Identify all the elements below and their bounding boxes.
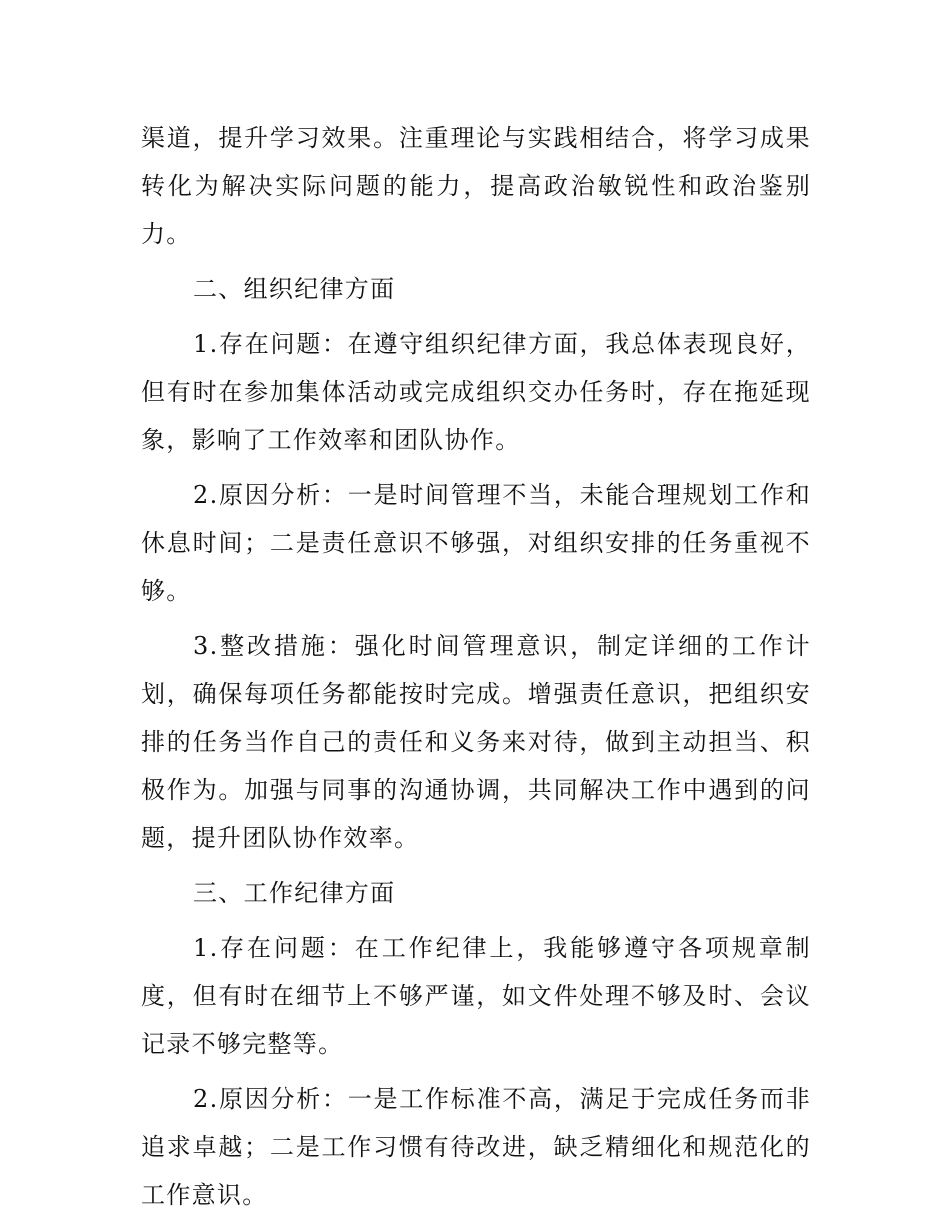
section-heading-work-discipline: 三、工作纪律方面 <box>193 879 396 907</box>
paragraph-org-problem: 1.存在问题：在遵守组织纪律方面，我总体表现良好，但有时在参加集体活动或完成组织交办任务时，存在拖延现象，影响了工作效率和团队协作。 <box>141 330 811 454</box>
paragraph-org-measures: 3.整改措施：强化时间管理意识，制定详细的工作计划，确保每项任务都能按时完成。增强责任意识，把组织安排的任务当作自己的责任和义务来对待，做到主动担当、积极作为。加强与同事的沟通协调，共同解决工作中遇到的问题，提升团队协作效率。 <box>141 632 811 852</box>
document-body <box>141 114 811 1226</box>
paragraph-org-cause: 2.原因分析：一是时间管理不当，未能合理规划工作和休息时间；二是责任意识不够强，对组织安排的任务重视不够。 <box>141 481 811 605</box>
paragraph-continued: 渠道，提升学习效果。注重理论与实践相结合，将学习成果转化为解决实际问题的能力，提高政治敏锐性和政治鉴别力。 <box>141 124 811 248</box>
section-heading-organizational-discipline: 二、组织纪律方面 <box>193 275 396 303</box>
paragraph-work-cause: 2.原因分析：一是工作标准不高，满足于完成任务而非追求卓越；二是工作习惯有待改进，缺乏精细化和规范化的工作意识。 <box>141 1085 811 1209</box>
paragraph-work-problem: 1.存在问题：在工作纪律上，我能够遵守各项规章制度，但有时在细节上不够严谨，如文件处理不够及时、会议记录不够完整等。 <box>141 934 811 1058</box>
